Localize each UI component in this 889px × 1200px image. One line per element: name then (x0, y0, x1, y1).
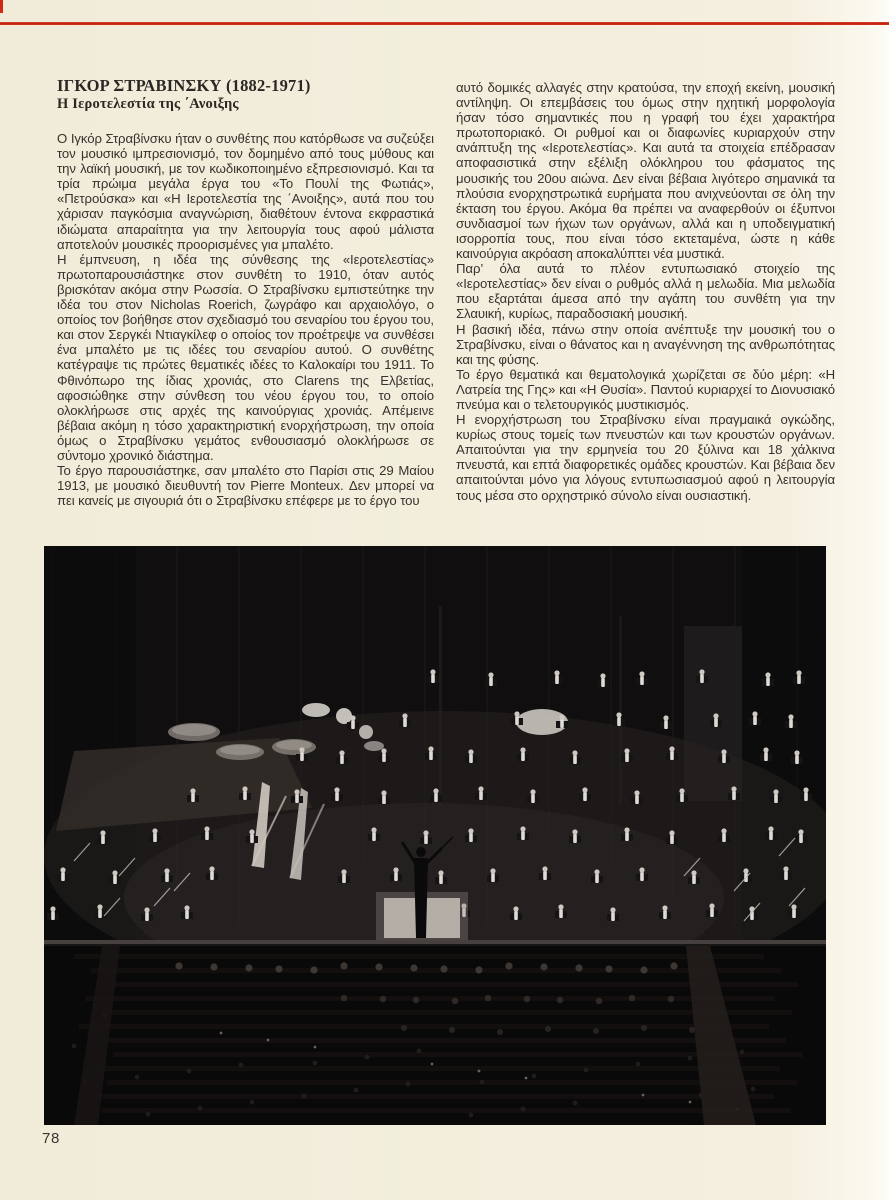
text-column-right (456, 80, 835, 503)
paragraph: αυτό δομικές αλλαγές στην κρατούσα, την εποχή εκείνη, μουσική αντίληψη. Οι επεμβάσεις του όμως στην ηχητική μορφολογία ήσαν τόσο σημαντικές που η γραφή του έχει χαρακτήρα πρωτοποριακό. Οι ρυθμοί και οι διαφωνίες κυριαρχούν στην ανάπτυξη της «Ιεροτελεστίας». Και αυτά τα στοιχεία επέδρασαν αποφασιστικά στην εξέλιξη ολόκληρου του φάσματος της μουσικής του 20ου αιώνα. Δεν είναι βέβαια λιγότερο σημανικά τα πλούσια ενορχηστρωτικά ευρήματα που ανιχνεύονται σε όλη την έκταση του έργου. Ακόμα θα πρέπει να αναφερθούν οι έξυπνοι συνδιασμοί των ήχων των οργάνων, αλλά και η υποδειγματική ισορροπία τους, που είναι τόσο εκτεταμένα, ώστε η κάθε καινούργια ακρόαση αποκαλύπτει νέα μυστικά. (456, 80, 835, 262)
paragraph: Το έργο θεματικά και θεματολογικά χωρίζεται σε δύο μέρη: «Η Λατρεία της Γης» και «Η Θυσία». Παντού κυριαρχεί το Διονυσιακό πνεύμα και ο τελετουργικός μυστικισμός. (456, 366, 835, 412)
red-top-rule (0, 22, 889, 25)
orchestra-photo (44, 546, 826, 1125)
paragraph: Παρ’ όλα αυτά το πλέον εντυπωσιακό στοιχείο της «Ιεροτελεστίας» δεν είναι ο ρυθμός αλλά η μελωδία. Μια μελωδία που εξαρτάται άμεσα από την αγάπη του συνθέτη για την Σλαυική, κυρίως, παραδοσιακή μουσική. (456, 261, 835, 322)
paragraph: Η ενορχήστρωση του Στραβίνσκυ είναι πραγμαικά ογκώδης, κυρίως στους τομείς των πνευστών και των κρουστών οργάνων. Απαιτούνται για την ερμηνεία του 20 ξύλινα και 18 χάλκινα πνευστά, και επτά διαφορετικές ομάδες κρουστών. Και βέβαια δεν απαιτούνται μόνο για λόγους εντυπωσιασμού αφού η λειτουργία τους μέσα στο ορχηστρικό σύνολο είναι ουσιαστική. (456, 412, 835, 503)
article-title: ΙΓΚΟΡ ΣΤΡΑΒΙΝΣΚΥ (1882-1971) (57, 76, 311, 95)
orchestra-photo-art (44, 546, 826, 1125)
paragraph: Η βασική ιδέα, πάνω στην οποία ανέπτυξε την μουσική του ο Στραβίνσκυ, είναι ο θάνατος και η αναγέννηση της ανθρωπότητας και της φύσης. (456, 321, 835, 367)
paragraph: Το έργο παρουσιάστηκε, σαν μπαλέτο στο Παρίσι στις 29 Μαίου 1913, με μουσικό διευθυντή τον Pierre Monteux. Δεν μπορεί να πει κανείς με σιγουριά ότι ο Στραβίνσκυ επέφερε με το έργο του (57, 463, 434, 509)
article-subtitle: Η Ιεροτελεστία της ΄Ανοιξης (57, 96, 239, 112)
paragraph: Ο Ιγκόρ Στραβίνσκυ ήταν ο συνθέτης που κατόρθωσε να συζεύξει τον μουσικό ιμπρεσιονισμό, τον δομημένο από τους μύθους και την λαϊκή μουσική, με τον κωδικοποιημένο εξπρεσιονισμό. Και τα τρία πρώιμα μεγάλα έργα του «Το Πουλί της Φωτιάς», «Πετρούσκα» και «Η Ιεροτελεστία της ΄Ανοιξης», αυτά που του χάρισαν παγκόσμια αναγνώριση, διαθέτουν έντονα εκφραστικά ιδιώματα απαραίτητα για την λειτουργία τους αφού μάλιστα αποτελούν μουσικές προορισμένες για μπαλέτο. (57, 131, 434, 252)
paragraph: Η έμπνευση, η ιδέα της σύνθεσης της «Ιεροτελεστίας» πρωτοπαρουσιάστηκε στον συνθέτη το 1910, όταν αυτός βρισκόταν ακόμα στην Ρωσσία. Ο Στραβίνσκυ εμπιστεύτηκε την ιδέα του στον Nicholas Roerich, ζωγράφο και αρχαιολόγο, ο οποίος τον βοήθησε στον σχεδιασμό του σεναρίου του έργου του, και στον Σεργκέι Ντιαγκίλεφ ο οποίος τον προέτρεψε να συνθέσει ένα μπαλέτο με τις ιδέες του σεναρίου αυτού. Ο συνθέτης κατέγραψε τις πρώτες θεματικές ιδέες το Καλοκαίρι του 1911. Το Φθινόπωρο της ίδιας χρονιάς, στο Clarens της Ελβετίας, αφοσιώθηκε στην σύνθεση του νέου έργου του, το οποίο ολοκλήρωσε στις αρχές της καινούργιας χρονιάς. Απέμεινε βέβαια ακόμη η τόσο χαρακτηριστική ενορχήστρωση, την οποία όμως ο Στραβίνσκυ γεμάτος ενθουσιασμό ολοκλήρωσε σε σύντομο χρονικό διάστημα. (57, 251, 434, 463)
text-column-left (57, 131, 434, 508)
article-header (57, 76, 437, 113)
page-number: 78 (42, 1130, 60, 1147)
red-corner-tick (0, 0, 3, 13)
